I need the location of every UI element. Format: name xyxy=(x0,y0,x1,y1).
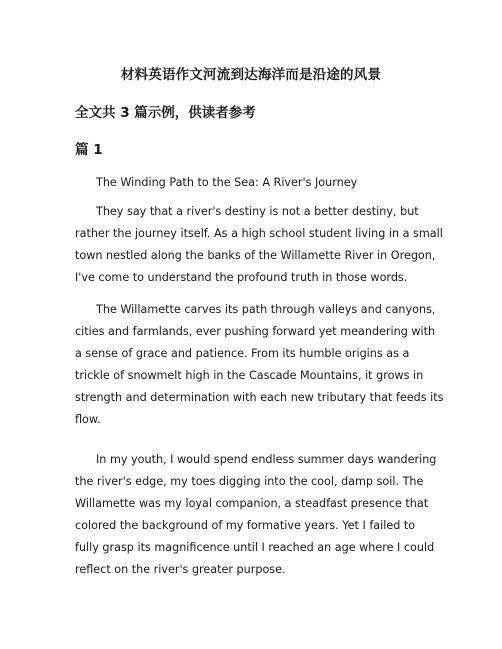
paragraph-line: cities and farmlands, ever pushing forward yet meandering with xyxy=(75,324,436,338)
paragraph-line: flow. xyxy=(75,412,101,426)
paragraph-line: town nestled along the banks of the Willamette River in Oregon, xyxy=(75,248,436,262)
paragraph-line: a sense of grace and patience. From its humble origins as a xyxy=(75,346,410,360)
paragraph-line: reflect on the river's greater purpose. xyxy=(75,562,286,576)
paragraph-line: The Willamette carves its path through valleys and canyons, xyxy=(96,303,436,316)
essay-title: The Winding Path to the Sea: A River's Journey xyxy=(96,176,358,189)
paragraph-line: Willamette was my loyal companion, a steadfast presence that xyxy=(75,496,429,510)
paragraph-line: rather the journey itself. As a high school student living in a small xyxy=(75,226,443,240)
section-label: 篇 1 xyxy=(75,142,103,158)
paragraph-line: colored the background of my formative years. Yet I failed to xyxy=(75,518,416,532)
paragraph-line: They say that a river's destiny is not a better destiny, but xyxy=(96,205,419,218)
paragraph-line: the river's edge, my toes digging into the cool, damp soil. The xyxy=(75,474,424,488)
document-subtitle: 全文共 3 篇示例，供读者参考 xyxy=(75,105,256,121)
paragraph-line: I've come to understand the profound truth in those words. xyxy=(75,270,408,284)
paragraph-1 xyxy=(75,201,443,289)
paragraph-3 xyxy=(75,449,435,580)
document-title: 材料英语作文河流到达海洋而是沿途的风景 xyxy=(120,67,382,83)
paragraph-line: strength and determination with each new tributary that feeds its xyxy=(75,390,444,404)
paragraph-line: In my youth, I would spend endless summer days wandering xyxy=(96,453,437,466)
paragraph-line: fully grasp its magnificence until I reached an age where I could xyxy=(75,540,435,554)
paragraph-2 xyxy=(75,299,444,430)
paragraph-line: trickle of snowmelt high in the Cascade Mountains, it grows in xyxy=(75,368,424,382)
